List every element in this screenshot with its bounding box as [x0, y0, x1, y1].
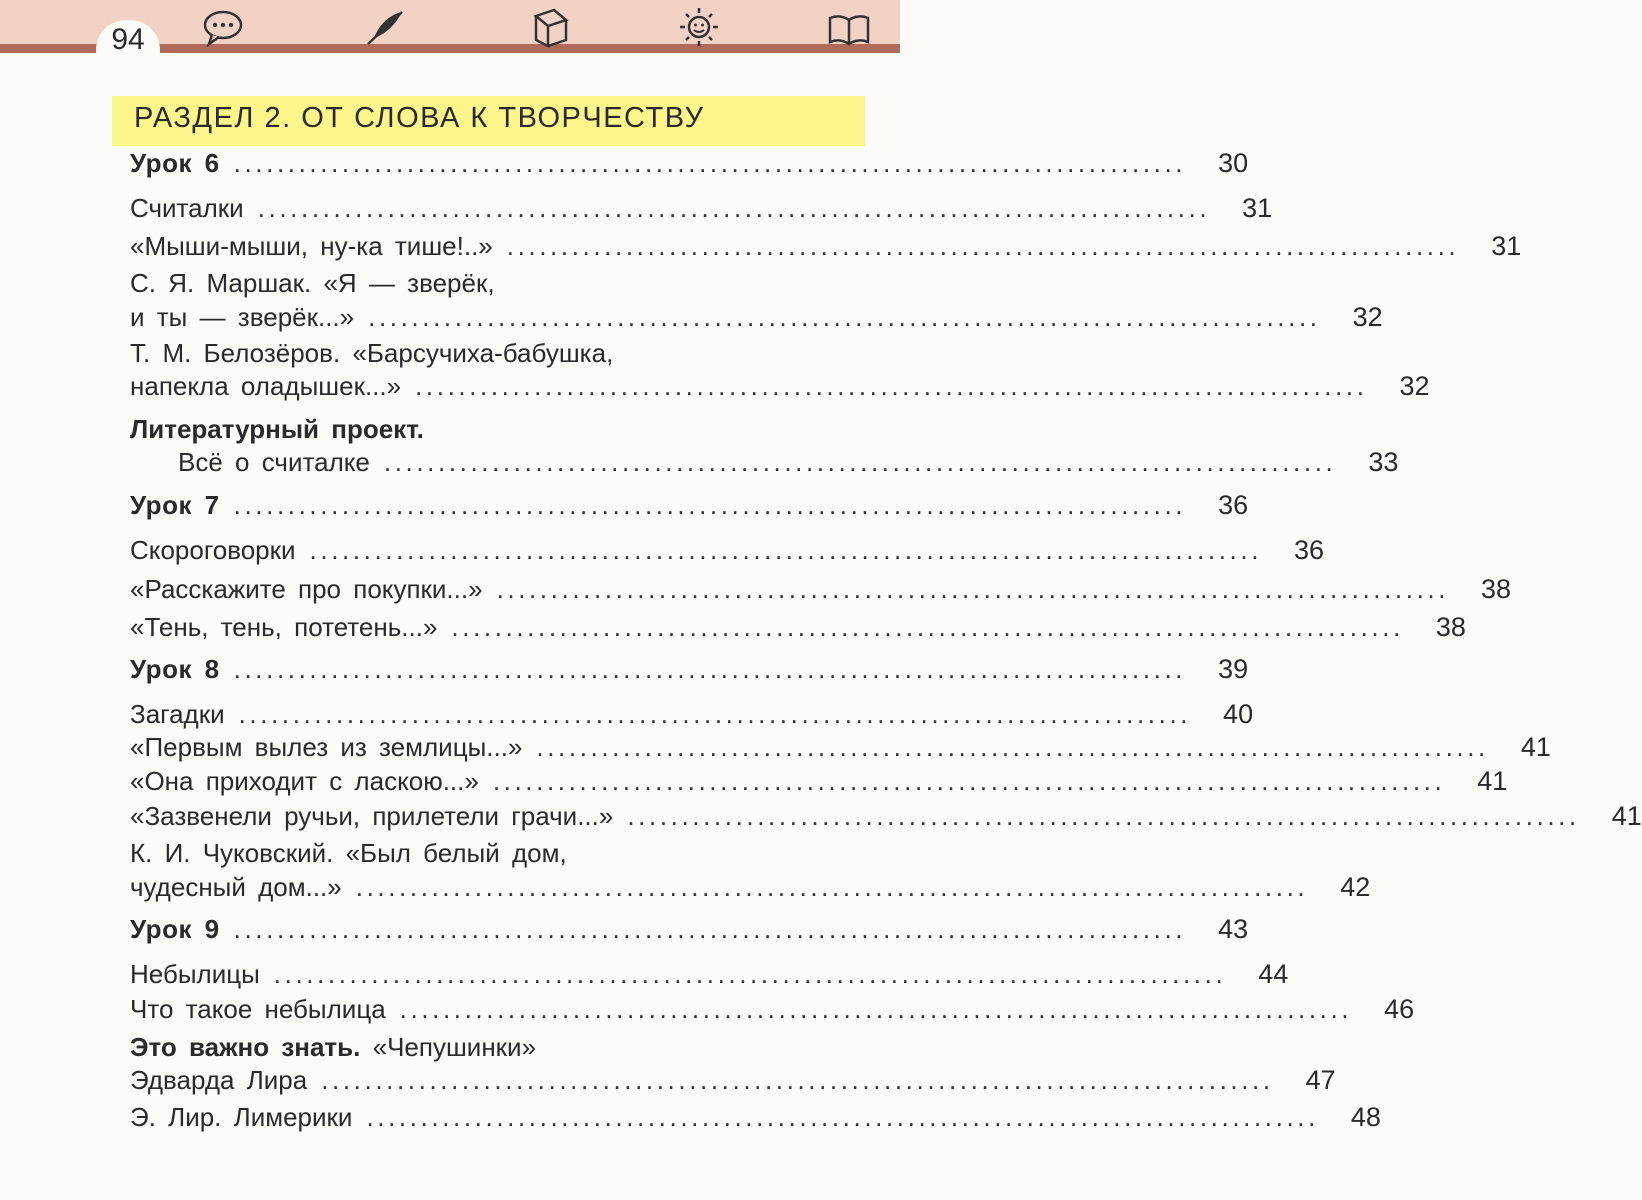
toc-page: 36 — [1293, 535, 1325, 565]
toc-label: Урок 9 — [130, 914, 220, 944]
leader-dots: ........................................................................................ — [496, 574, 1450, 604]
section-title: РАЗДЕЛ 2. ОТ СЛОВА К ТВОРЧЕСТВУ — [134, 102, 705, 134]
toc-label: «Зазвенели ручьи, прилетели грачи...» — [130, 801, 614, 831]
toc-label: Небылицы — [130, 959, 260, 989]
toc-label: напекла оладышек...» — [130, 371, 402, 401]
leader-dots: ........................................................................................ — [238, 699, 1192, 729]
page-number: 94 — [96, 20, 160, 64]
toc-page: 38 — [1435, 612, 1466, 642]
toc-row-marshak[interactable] — [130, 302, 1383, 342]
toc-row-skorogovorki[interactable] — [130, 535, 1325, 575]
toc-row-schitalki[interactable] — [130, 193, 1273, 233]
leader-dots: ........................................................................................ — [399, 994, 1353, 1024]
toc-entry-line: С. Я. Маршак. «Я — зверёк, — [130, 268, 495, 298]
toc-label: «Первым вылез из землицы...» — [130, 732, 523, 762]
leader-dots: ........................................................................................ — [368, 302, 1321, 332]
toc-row-nebylicy[interactable] — [130, 959, 1289, 999]
toc-page: 41 — [1477, 766, 1508, 796]
toc-label: Скороговорки — [130, 535, 296, 565]
leader-dots: ........................................................................................ — [383, 447, 1337, 477]
leader-dots: ........................................................................................ — [506, 231, 1460, 261]
toc-label: «Расскажите про покупки...» — [130, 574, 483, 604]
toc-page: 31 — [1242, 193, 1273, 223]
toc-page: 42 — [1340, 872, 1371, 902]
toc-row-chto[interactable] — [130, 994, 1415, 1034]
leader-dots: ........................................................................................ — [355, 872, 1309, 902]
leader-dots: ........................................................................................ — [415, 371, 1368, 401]
toc-row-lesson-8[interactable] — [130, 654, 1249, 694]
toc-label: и ты — зверёк...» — [130, 302, 355, 332]
toc-label: Э. Лир. Лимерики — [130, 1102, 353, 1132]
toc-label: «Чепушинки» — [372, 1032, 537, 1062]
toc-label: Что такое небылица — [130, 994, 386, 1024]
toc-label: Урок 7 — [130, 490, 220, 520]
toc-page: 43 — [1218, 914, 1249, 944]
toc-row-myshi[interactable] — [130, 231, 1522, 271]
leader-dots: ........................................................................................ — [233, 654, 1187, 684]
toc-page: 33 — [1368, 447, 1399, 477]
leader-dots: ........................................................................................ — [451, 612, 1404, 642]
toc-page: 47 — [1305, 1065, 1336, 1095]
toc-row-lesson-7[interactable] — [130, 490, 1249, 530]
toc-label: Урок 8 — [130, 654, 220, 684]
toc-page: 36 — [1218, 490, 1249, 520]
toc-row-lesson-6[interactable] — [130, 148, 1249, 188]
leader-dots: ........................................................................................ — [366, 1102, 1319, 1132]
toc-row-project[interactable] — [178, 447, 1399, 487]
toc-entry-line: Литературный проект. — [130, 414, 424, 444]
toc-page: 30 — [1218, 148, 1249, 178]
toc-page: 48 — [1350, 1102, 1381, 1132]
toc-entry-line: К. И. Чуковский. «Был белый дом, — [130, 838, 567, 868]
toc-page: 44 — [1258, 959, 1289, 989]
toc-page: 41 — [1520, 732, 1551, 762]
toc-page: 41 — [1611, 801, 1642, 831]
toc-row-edvarda[interactable] — [130, 1065, 1336, 1105]
leader-dots: ........................................................................................ — [257, 193, 1211, 223]
toc-row-lesson-9[interactable] — [130, 914, 1249, 954]
leader-dots: ........................................................................................ — [309, 535, 1263, 565]
toc-row-ten[interactable] — [130, 612, 1466, 652]
toc-label: чудесный дом...» — [130, 872, 342, 902]
toc-page: 40 — [1223, 699, 1254, 729]
leader-dots: ........................................................................................ — [233, 914, 1187, 944]
toc-label: Загадки — [130, 699, 225, 729]
leader-dots: ........................................................................................ — [233, 148, 1187, 178]
toc-page: 32 — [1352, 302, 1383, 332]
leader-dots: ........................................................................................ — [273, 959, 1227, 989]
toc-label: «Мыши-мыши, ну-ка тише!..» — [130, 231, 493, 261]
leader-dots: ........................................................................................ — [627, 801, 1580, 831]
toc-row-lir[interactable] — [130, 1102, 1381, 1142]
toc-label: Урок 6 — [130, 148, 220, 178]
toc-page: 39 — [1218, 654, 1249, 684]
toc-row-chukovsky[interactable] — [130, 872, 1371, 912]
toc-page: 38 — [1481, 574, 1512, 604]
toc-entry-line — [130, 1032, 536, 1063]
toc-row-pokupki[interactable] — [130, 574, 1512, 614]
toc-label: Эдварда Лира — [130, 1065, 308, 1095]
toc-label: Считалки — [130, 193, 244, 223]
toc-label-bold: Это важно знать. — [130, 1032, 361, 1062]
leader-dots: ........................................................................................ — [233, 490, 1187, 520]
toc-row-ona[interactable] — [130, 766, 1508, 806]
toc-row-belozerov[interactable] — [130, 371, 1430, 411]
toc-label: «Тень, тень, потетень...» — [130, 612, 438, 642]
leader-dots: ........................................................................................ — [321, 1065, 1274, 1095]
leader-dots: ........................................................................................ — [492, 766, 1446, 796]
toc-entry-line: Т. М. Белозёров. «Барсучиха-бабушка, — [130, 338, 614, 368]
toc-page: 32 — [1399, 371, 1430, 401]
toc-page: 31 — [1491, 231, 1522, 261]
toc-page: 46 — [1384, 994, 1415, 1024]
toc-label: «Она приходит с ласкою...» — [130, 766, 479, 796]
toc-row-zazveneli[interactable] — [130, 801, 1642, 841]
toc-label: Всё о считалке — [178, 447, 370, 477]
leader-dots: ........................................................................................ — [536, 732, 1489, 762]
